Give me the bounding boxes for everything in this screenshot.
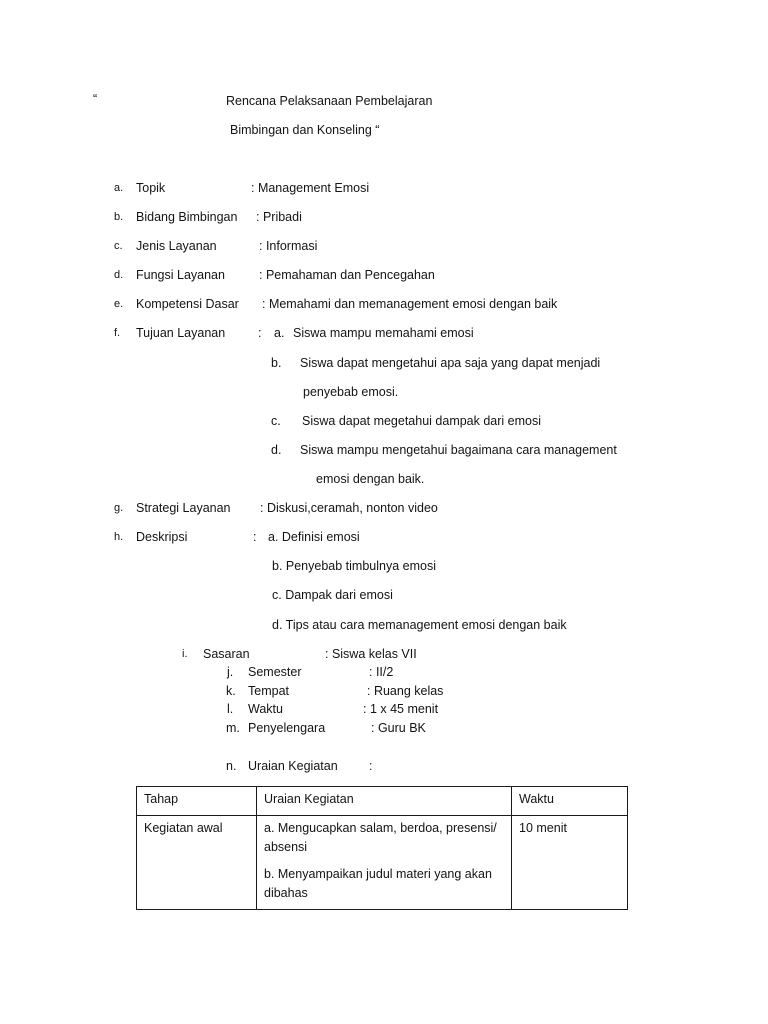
item-colon-deskripsi: : — [253, 530, 257, 544]
item-marker-n: n. — [226, 759, 237, 773]
item-value-topik: : Management Emosi — [251, 181, 370, 195]
goal-text-a: Siswa mampu memahami emosi — [293, 326, 474, 340]
item-value-bidang: : Pribadi — [256, 210, 302, 224]
item-marker-f: f. — [114, 327, 121, 339]
item-marker-j: j. — [227, 665, 234, 679]
item-label-waktu: Waktu — [248, 702, 283, 716]
goal-text-d-line1: Siswa mampu mengetahui bagaimana cara management — [300, 443, 617, 457]
item-label-kompetensi: Kompetensi Dasar — [136, 297, 239, 311]
item-marker-d: d. — [114, 269, 124, 281]
cell-waktu: 10 menit — [512, 816, 628, 910]
item-value-jenis: : Informasi — [259, 239, 318, 253]
cell-tahap: Kegiatan awal — [137, 816, 257, 910]
goal-marker-c: c. — [271, 414, 281, 428]
item-value-fungsi: : Pemahaman dan Pencegahan — [259, 268, 435, 282]
header-waktu: Waktu — [512, 787, 628, 816]
opening-quote: “ — [93, 92, 98, 106]
goal-marker-d: d. — [271, 443, 282, 457]
item-label-jenis: Jenis Layanan — [136, 239, 217, 253]
item-label-topik: Topik — [136, 181, 166, 195]
title-line-1: Rencana Pelaksanaan Pembelajaran — [226, 94, 433, 108]
item-marker-i: i. — [182, 648, 188, 660]
item-value-tempat: : Ruang kelas — [367, 684, 444, 698]
item-marker-e: e. — [114, 298, 124, 310]
kegiatan-table — [136, 786, 628, 910]
item-label-uraian: Uraian Kegiatan — [248, 759, 338, 773]
goal-text-b-line1: Siswa dapat mengetahui apa saja yang dapat menjadi — [300, 356, 601, 370]
item-label-tujuan: Tujuan Layanan — [136, 326, 226, 340]
deskripsi-point-d: d. Tips atau cara memanagement emosi dengan baik — [272, 618, 567, 632]
uraian-item-a: a. Mengucapkan salam, berdoa, presensi/ absensi — [264, 821, 497, 854]
title-line-2: Bimbingan dan Konseling “ — [230, 123, 380, 137]
item-label-sasaran: Sasaran — [203, 647, 250, 661]
deskripsi-point-a: a. Definisi emosi — [268, 530, 360, 544]
goal-text-b-line2: penyebab emosi. — [303, 385, 399, 399]
item-label-bidang: Bidang Bimbingan — [136, 210, 238, 224]
item-value-waktu: : 1 x 45 menit — [363, 702, 439, 716]
item-value-strategi: : Diskusi,ceramah, nonton video — [260, 501, 438, 515]
item-value-kompetensi: : Memahami dan memanagement emosi dengan baik — [262, 297, 558, 311]
item-marker-c: c. — [114, 240, 123, 252]
header-tahap: Tahap — [137, 787, 257, 816]
item-label-strategi: Strategi Layanan — [136, 501, 231, 515]
item-value-uraian: : — [369, 759, 373, 773]
item-marker-g: g. — [114, 502, 124, 514]
item-label-tempat: Tempat — [248, 684, 289, 698]
item-colon-tujuan: : — [258, 326, 262, 340]
item-marker-b: b. — [114, 211, 124, 223]
table-header-row — [137, 787, 628, 816]
deskripsi-point-c: c. Dampak dari emosi — [272, 588, 393, 602]
item-label-fungsi: Fungsi Layanan — [136, 268, 225, 282]
item-marker-a: a. — [114, 182, 124, 194]
item-marker-h: h. — [114, 531, 124, 543]
goal-marker-a: a. — [274, 326, 285, 340]
item-value-penyelengara: : Guru BK — [371, 721, 426, 735]
item-value-semester: : II/2 — [369, 665, 394, 679]
cell-uraian — [257, 816, 512, 910]
header-uraian-kegiatan: Uraian Kegiatan — [257, 787, 512, 816]
table-row — [137, 816, 628, 910]
item-marker-k: k. — [226, 684, 236, 698]
item-marker-m: m. — [226, 721, 240, 735]
item-marker-l: l. — [227, 702, 234, 716]
uraian-item-b: b. Menyampaikan judul materi yang akan dibahas — [264, 867, 492, 900]
goal-text-d-line2: emosi dengan baik. — [316, 472, 425, 486]
deskripsi-point-b: b. Penyebab timbulnya emosi — [272, 559, 436, 573]
item-label-deskripsi: Deskripsi — [136, 530, 188, 544]
item-label-penyelengara: Penyelengara — [248, 721, 326, 735]
item-value-sasaran: : Siswa kelas VII — [325, 647, 417, 661]
goal-text-c: Siswa dapat megetahui dampak dari emosi — [302, 414, 542, 428]
item-label-semester: Semester — [248, 665, 302, 679]
goal-marker-b: b. — [271, 356, 282, 370]
